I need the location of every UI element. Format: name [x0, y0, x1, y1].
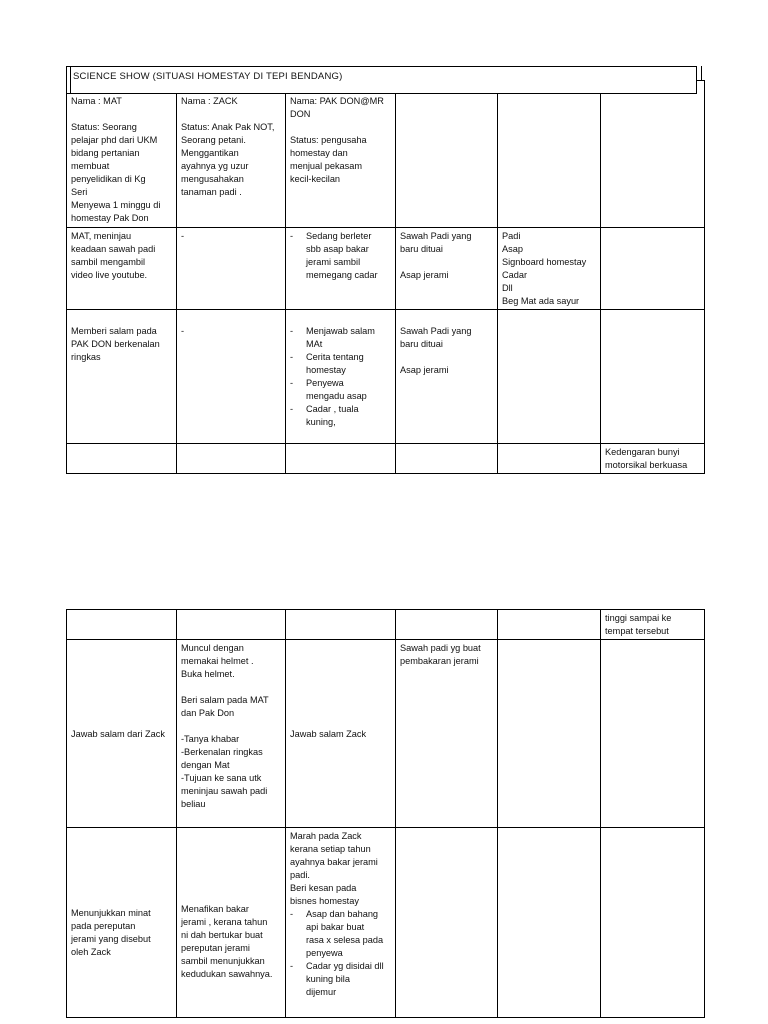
setting-cell — [396, 310, 498, 444]
dash-list-item — [290, 230, 391, 282]
empty-cell — [498, 640, 601, 828]
text-line: Cadar — [502, 270, 528, 280]
text-line: Menggantikan — [181, 148, 239, 158]
list-item-line: - Cadar , tuala — [306, 404, 359, 414]
list-item-line: - Cadar yg disidai dll — [306, 961, 384, 971]
text-line: homestay dan — [290, 148, 348, 158]
text-line: kecil-kecilan — [290, 174, 341, 184]
title-left-edge — [70, 66, 71, 94]
list-item-line: memegang cadar — [306, 270, 378, 280]
text-line: Kedengaran bunyi — [605, 447, 680, 457]
empty-cell — [498, 310, 601, 444]
text-line: bidang pertanian — [71, 148, 140, 158]
mat-line: Jawab salam dari Zack — [71, 728, 165, 739]
script-table-1 — [66, 80, 705, 474]
table2-row-continued — [67, 610, 705, 640]
setting-cell — [396, 228, 498, 310]
props-cell — [498, 228, 601, 310]
text-line: Signboard homestay — [502, 257, 587, 267]
pakdon-action-cell — [286, 228, 396, 310]
empty-cell — [177, 444, 286, 474]
text-line: kerana setiap tahun — [290, 844, 371, 854]
text-line: Asap jerami — [400, 270, 449, 280]
list-item-line: - Menjawab salam — [306, 326, 375, 336]
text-line: baru dituai — [400, 244, 443, 254]
text-line — [71, 108, 172, 121]
text-line: Beg Mat ada sayur — [502, 296, 580, 306]
text-line: pereputan jerami — [181, 943, 250, 953]
text-line: jerami , kerana tahun — [181, 917, 268, 927]
empty-cell — [396, 828, 498, 1018]
text-line: dan Pak Don — [181, 708, 235, 718]
text-line: Buka helmet. — [181, 669, 235, 679]
char-mat-cell — [67, 81, 177, 228]
text-line — [290, 121, 391, 134]
text-line: ayahnya yg uzur — [181, 161, 249, 171]
text-line: homestay Pak Don — [71, 213, 149, 223]
text-line: mengusahakan — [181, 174, 244, 184]
list-item-line: sbb asap bakar — [306, 244, 369, 254]
dash-text: - — [181, 326, 185, 336]
text-line: Seorang petani. — [181, 135, 246, 145]
list-item-line: kuning, — [306, 417, 336, 427]
list-item-line: mengadu asap — [306, 391, 367, 401]
empty-cell — [601, 640, 705, 828]
sound-cue-cell — [601, 444, 705, 474]
empty-cell — [177, 610, 286, 640]
list-item-line: homestay — [306, 365, 346, 375]
text-line: Nama : ZACK — [181, 96, 238, 106]
text-line: baru dituai — [400, 339, 443, 349]
text-line: padi. — [290, 870, 310, 880]
text-line: Seri — [71, 187, 88, 197]
empty-cell — [601, 310, 705, 444]
document-title — [66, 66, 697, 94]
text-line: beliau — [181, 799, 206, 809]
text-line: tanaman padi . — [181, 187, 242, 197]
text-line: pelajar phd dari UKM — [71, 135, 158, 145]
text-line: -Tujuan ke sana utk — [181, 773, 262, 783]
text-line: Menyewa 1 minggu di — [71, 200, 161, 210]
dash-list-item — [290, 351, 391, 377]
text-line — [181, 108, 281, 121]
dash-list-item — [290, 908, 391, 960]
text-line — [400, 256, 493, 269]
empty-cell — [601, 228, 705, 310]
text-line: Status: Anak Pak NOT, — [181, 122, 275, 132]
dash-list-item — [290, 377, 391, 403]
title-right-edge — [701, 66, 702, 80]
text-line: Nama: PAK DON@MR — [290, 96, 384, 106]
text-line: -Tanya khabar — [181, 734, 240, 744]
pakdon-action-cell — [286, 310, 396, 444]
text-line: oleh Zack — [71, 947, 111, 957]
text-line: kedudukan sawahnya. — [181, 969, 273, 979]
empty-cell — [67, 444, 177, 474]
text-line: Memberi salam pada — [71, 326, 157, 336]
text-line: Status: pengusaha — [290, 135, 367, 145]
text-line: Marah pada Zack — [290, 831, 362, 841]
text-line: membuat — [71, 161, 110, 171]
text-line: Sawah Padi yang — [400, 326, 472, 336]
text-line: ni dah bertukar buat — [181, 930, 263, 940]
text-line: ayahnya bakar jerami — [290, 857, 378, 867]
text-line: tinggi sampai ke — [605, 613, 672, 623]
text-line — [181, 681, 281, 694]
setting-cell — [396, 640, 498, 828]
zack-action-cell — [177, 828, 286, 1018]
empty-cell — [498, 610, 601, 640]
text-line: Beri kesan pada — [290, 883, 357, 893]
text-line: motorsikal berkuasa — [605, 460, 688, 470]
pakdon-action-cell — [286, 828, 396, 1018]
list-item-line: - Sedang berleter — [306, 231, 372, 241]
table1-row-scene-3 — [67, 444, 705, 474]
char-zack-cell — [177, 81, 286, 228]
zack-action-cell — [177, 640, 286, 828]
empty-cell — [396, 81, 498, 228]
script-table-2 — [66, 609, 705, 1018]
list-item-line: - Cerita tentang — [306, 352, 364, 362]
list-item-line: rasa x selesa pada — [306, 935, 384, 945]
pakdon-line: Jawab salam Zack — [290, 728, 367, 739]
empty-cell — [286, 444, 396, 474]
text-line: MAT, meninjau — [71, 231, 132, 241]
empty-cell — [67, 610, 177, 640]
sound-cue-cont-cell — [601, 610, 705, 640]
table1-row-scene-2 — [67, 310, 705, 444]
text-line: pembakaran jerami — [400, 656, 479, 666]
mat-action-cell — [67, 640, 177, 828]
list-item-line: - Penyewa — [306, 378, 344, 388]
zack-action-cell — [177, 228, 286, 310]
text-line: menjual pekasam — [290, 161, 363, 171]
text-line: Sawah padi yg buat — [400, 643, 481, 653]
text-line: DON — [290, 109, 311, 119]
dash-text: - — [181, 231, 185, 241]
table1-row-characters — [67, 81, 705, 228]
table1-row-scene-1 — [67, 228, 705, 310]
text-line: Asap — [502, 244, 523, 254]
text-line — [181, 720, 281, 733]
text-line: PAK DON berkenalan — [71, 339, 160, 349]
text-line: Asap jerami — [400, 365, 449, 375]
text-line: Menunjukkan minat — [71, 908, 151, 918]
pakdon-action-cell — [286, 640, 396, 828]
text-line: -Berkenalan ringkas — [181, 747, 263, 757]
text-line: Sawah Padi yang — [400, 231, 472, 241]
text-line: Menafikan bakar — [181, 904, 249, 914]
list-item-line: - Asap dan bahang — [306, 909, 379, 919]
text-line: sambil mengambil — [71, 257, 146, 267]
text-line: bisnes homestay — [290, 896, 359, 906]
empty-cell — [601, 828, 705, 1018]
text-line: pada pereputan — [71, 921, 136, 931]
empty-cell — [498, 828, 601, 1018]
text-line: Padi — [502, 231, 521, 241]
list-item-line: kuning bila — [306, 974, 350, 984]
text-line: memakai helmet . — [181, 656, 254, 666]
text-line: Nama : MAT — [71, 96, 122, 106]
list-item-line: penyewa — [306, 948, 343, 958]
document-title-text: SCIENCE SHOW (SITUASI HOMESTAY DI TEPI BENDANG) — [73, 71, 343, 82]
zack-action-cell — [177, 310, 286, 444]
mat-action-cell — [67, 228, 177, 310]
text-line: Muncul dengan — [181, 643, 244, 653]
char-pakdon-cell — [286, 81, 396, 228]
text-line — [400, 351, 493, 364]
mat-action-cell — [67, 310, 177, 444]
list-item-line: api bakar buat — [306, 922, 365, 932]
empty-cell — [601, 81, 705, 228]
text-line: penyelidikan di Kg — [71, 174, 146, 184]
text-line: dengan Mat — [181, 760, 230, 770]
text-line: keadaan sawah padi — [71, 244, 156, 254]
list-item-line: jerami sambil — [306, 257, 361, 267]
text-line: Dll — [502, 283, 513, 293]
table2-row-scene-4 — [67, 640, 705, 828]
dash-list-item — [290, 403, 391, 429]
text-line: ringkas — [71, 352, 101, 362]
dash-list-item — [290, 960, 391, 999]
text-line: Status: Seorang — [71, 122, 137, 132]
text-line: video live youtube. — [71, 270, 148, 280]
empty-cell — [396, 610, 498, 640]
text-line: jerami yang disebut — [71, 934, 151, 944]
empty-cell — [286, 610, 396, 640]
dash-list-item — [290, 325, 391, 351]
mat-action-cell — [67, 828, 177, 1018]
text-line: sambil menunjukkan — [181, 956, 265, 966]
list-item-line: MAt — [306, 339, 323, 349]
empty-cell — [498, 444, 601, 474]
empty-cell — [396, 444, 498, 474]
text-line: Beri salam pada MAT — [181, 695, 269, 705]
list-item-line: dijemur — [306, 987, 337, 997]
table2-row-scene-5 — [67, 828, 705, 1018]
text-line: tempat tersebut — [605, 626, 669, 636]
text-line: meninjau sawah padi — [181, 786, 268, 796]
empty-cell — [498, 81, 601, 228]
